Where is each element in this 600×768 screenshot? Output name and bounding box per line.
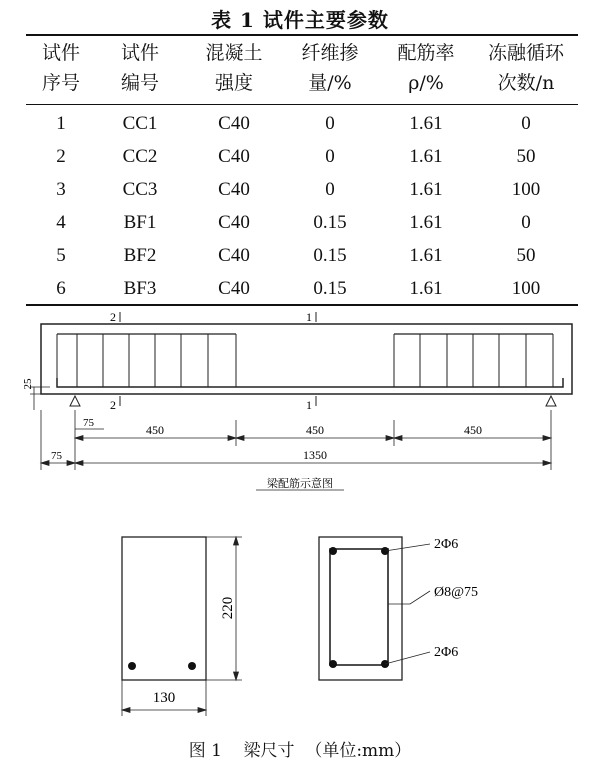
right-support-icon xyxy=(546,396,556,406)
dimension-label: 450 xyxy=(464,423,482,437)
table-cell: 50 xyxy=(516,146,536,167)
table-cell: 0 xyxy=(325,179,335,200)
table-cell: 0 xyxy=(325,113,335,134)
table-cell: 4 xyxy=(56,212,66,233)
bottom-bar-dot xyxy=(329,660,337,668)
bottom-bar xyxy=(57,378,563,387)
table-cell: 1.61 xyxy=(409,212,443,233)
dimension-label: 450 xyxy=(146,423,164,437)
header-cell: 试件 序号 xyxy=(41,42,80,94)
dimension-label: 1350 xyxy=(303,448,327,462)
table-cell: 0.15 xyxy=(313,278,347,299)
bottom-bar-dot xyxy=(128,662,136,670)
stirrups-left xyxy=(57,334,236,387)
table-cell: C40 xyxy=(218,146,250,167)
table-cell: 0 xyxy=(521,113,531,134)
header-cell: 纤维掺 量/% xyxy=(301,42,359,94)
table-cell: CC3 xyxy=(122,179,158,200)
dimension-line-total xyxy=(41,461,551,466)
bottom-bar-dot xyxy=(188,662,196,670)
section-label: 2 xyxy=(110,310,116,324)
table-cell: 50 xyxy=(516,245,536,266)
cover-dimension-label: 25 xyxy=(22,378,34,390)
section-height-label: 220 xyxy=(220,596,236,620)
figure-caption: 图 1 梁尺寸 （单位:mm） xyxy=(188,741,412,761)
reinforcement-section-outline xyxy=(319,537,402,680)
section-width-label: 130 xyxy=(152,690,176,706)
dimension-label: 75 xyxy=(83,417,94,429)
section-label: 1 xyxy=(306,310,312,324)
table-cell: 0.15 xyxy=(313,245,347,266)
table-cell: 100 xyxy=(511,278,541,299)
stirrups-right xyxy=(394,334,553,387)
section-label: 1 xyxy=(306,398,312,412)
header-cell: 混凝土 强度 xyxy=(205,42,263,94)
dimension-label: 75 xyxy=(51,450,62,462)
table-cell: 1.61 xyxy=(409,179,443,200)
dimension-label: 450 xyxy=(306,423,324,437)
table-cell: CC2 xyxy=(122,146,158,167)
left-support-icon xyxy=(70,396,80,406)
stirrup-label: Ø8@75 xyxy=(434,585,479,600)
table-cell: BF2 xyxy=(123,245,157,266)
table-cell: 0 xyxy=(521,212,531,233)
table-cell: 1.61 xyxy=(409,146,443,167)
table-cell: 1.61 xyxy=(409,113,443,134)
top-bar-dot xyxy=(329,547,337,555)
beam-diagram-caption: 梁配筋示意图 xyxy=(267,477,333,490)
table-cell: BF1 xyxy=(123,212,157,233)
table-cell: 0 xyxy=(325,146,335,167)
table-cell: C40 xyxy=(218,245,250,266)
header-cell: 试件 编号 xyxy=(120,42,159,94)
table-cell: 2 xyxy=(56,146,66,167)
cross-section-outline xyxy=(122,537,206,680)
bottom-bars-label: 2Φ6 xyxy=(434,645,459,660)
table-cell: CC1 xyxy=(122,113,158,134)
table-title: 表 1 试件主要参数 xyxy=(211,8,389,32)
table-cell: 1.61 xyxy=(409,278,443,299)
stirrup-outline xyxy=(330,549,388,665)
table-cell: C40 xyxy=(218,113,250,134)
section-label: 2 xyxy=(110,398,116,412)
table-cell: BF3 xyxy=(123,278,157,299)
header-cell: 配筋率 ρ/% xyxy=(397,42,455,94)
table-cell: 1 xyxy=(56,113,66,134)
table-cell: 5 xyxy=(56,245,66,266)
table-cell: 100 xyxy=(511,179,541,200)
table-cell: C40 xyxy=(218,212,250,233)
table-cell: 1.61 xyxy=(409,245,443,266)
table-cell: 0.15 xyxy=(313,212,347,233)
table-cell: C40 xyxy=(218,179,250,200)
table-cell: C40 xyxy=(218,278,250,299)
top-bars-label: 2Φ6 xyxy=(434,537,459,552)
table-cell: 6 xyxy=(56,278,66,299)
table-cell: 3 xyxy=(56,179,66,200)
header-cell: 冻融循环 次数/n xyxy=(487,42,564,94)
